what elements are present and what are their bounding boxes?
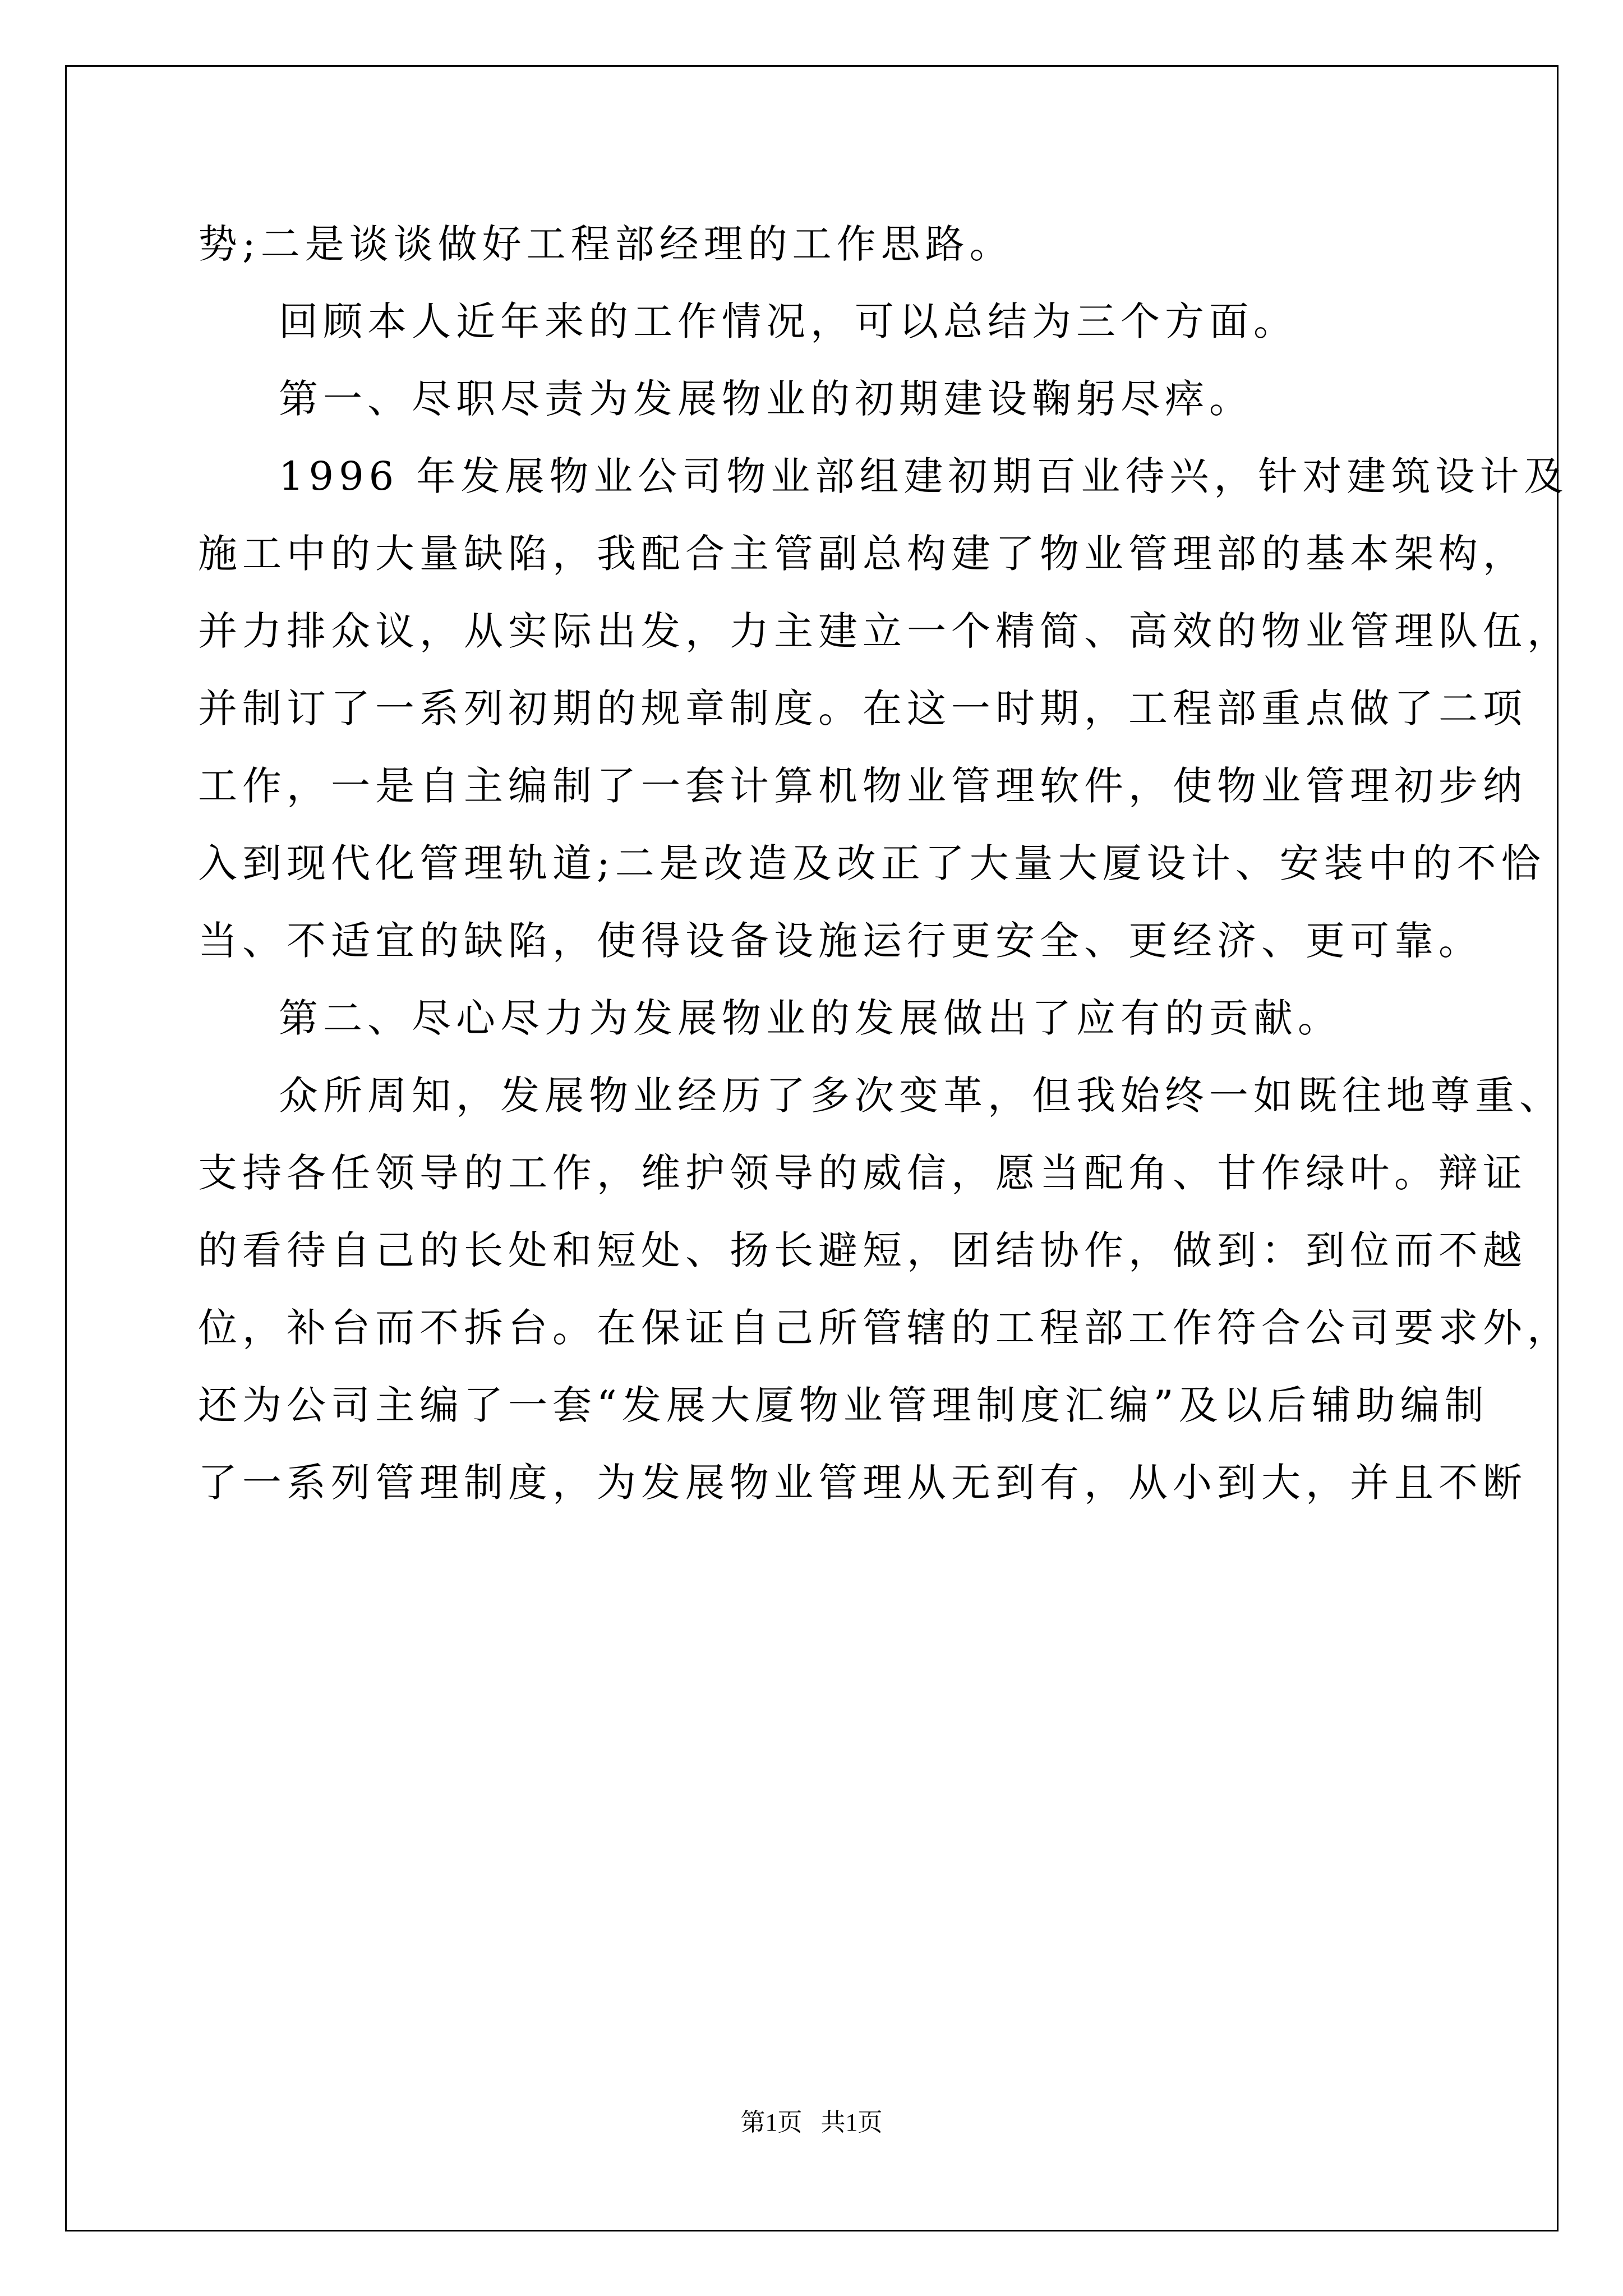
text-line: 第二、尽心尽力为发展物业的发展做出了应有的贡献。 — [279, 995, 1342, 1041]
text-line: 入到现代化管理轨道;二是改造及改正了大量大厦设计、安装中的不恰 — [198, 840, 1546, 886]
text-line: 1996 年发展物业公司物业部组建初期百业待兴，针对建筑设计及 — [279, 453, 1569, 499]
text-line: 第一、尽职尽责为发展物业的初期建设鞠躬尽瘁。 — [279, 376, 1253, 422]
text-line: 当、不适宜的缺陷，使得设备设施运行更安全、更经济、更可靠。 — [198, 918, 1483, 964]
text-line: 支持各任领导的工作，维护领导的威信，愿当配角、甘作绿叶。辩证 — [198, 1150, 1527, 1196]
text-line: 施工中的大量缺陷，我配合主管副总构建了物业管理部的基本架构， — [198, 531, 1527, 577]
text-line: 的看待自己的长处和短处、扬长避短，团结协作，做到：到位而不越 — [198, 1227, 1527, 1273]
text-line: 众所周知，发展物业经历了多次变革，但我始终一如既往地尊重、 — [279, 1073, 1564, 1119]
text-line: 回顾本人近年来的工作情况，可以总结为三个方面。 — [279, 298, 1298, 344]
text-line: 势;二是谈谈做好工程部经理的工作思路。 — [198, 221, 1014, 267]
text-line: 还为公司主编了一套“发展大厦物业管理制度汇编”及以后辅助编制 — [198, 1382, 1489, 1428]
page-footer: 第1页 共1页 — [740, 2109, 883, 2136]
text-line: 位，补台而不拆台。在保证自己所管辖的工程部工作符合公司要求外， — [198, 1305, 1571, 1351]
text-line: 了一系列管理制度，为发展物业管理从无到有，从小到大，并且不断 — [198, 1460, 1527, 1506]
text-line: 并制订了一系列初期的规章制度。在这一时期，工程部重点做了二项 — [198, 685, 1527, 731]
text-line: 工作，一是自主编制了一套计算机物业管理软件，使物业管理初步纳 — [198, 763, 1527, 809]
text-line: 并力排众议，从实际出发，力主建立一个精简、高效的物业管理队伍， — [198, 608, 1571, 654]
